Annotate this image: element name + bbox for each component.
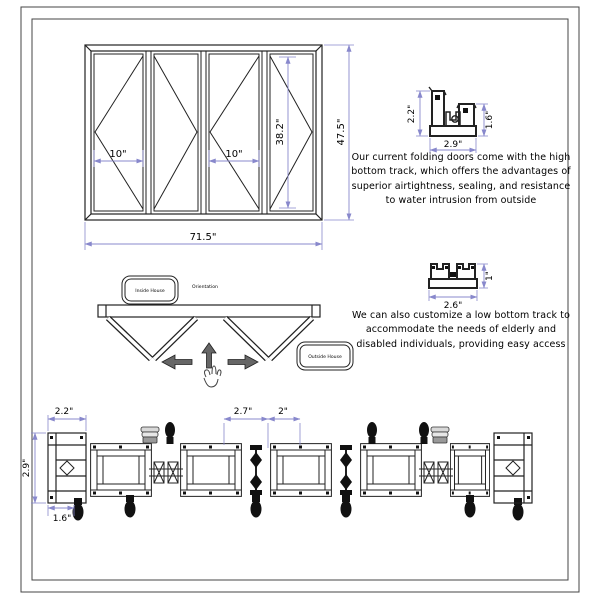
bottom-hinge-icon xyxy=(341,495,352,518)
elevation-panel-1 xyxy=(94,54,143,211)
dim-panel-height: 38.2" xyxy=(275,118,286,146)
svg-text:Inside House: Inside House xyxy=(135,289,165,294)
interlock-connector-1 xyxy=(149,462,183,483)
arrow-right-icon xyxy=(228,355,258,369)
dim-high-track-left: 2.2" xyxy=(407,104,417,124)
page-border-inner xyxy=(32,19,568,580)
dim-interlock: 2" xyxy=(278,407,288,417)
arrow-left-icon xyxy=(162,355,192,369)
section-panel-5 xyxy=(450,444,489,497)
cross-section-left-jamb xyxy=(48,433,86,503)
cross-section-drawing xyxy=(22,407,532,524)
dim-frame-depth: 2.9" xyxy=(22,458,32,478)
outside-house-label xyxy=(297,342,353,370)
section-panel-1 xyxy=(91,444,152,497)
fold-direction-line-1 xyxy=(95,56,143,209)
low-track-drawing xyxy=(429,264,495,311)
high-track-profile xyxy=(429,87,476,136)
dim-stile: 2.7" xyxy=(233,407,253,417)
dim-frame-width: 2.2" xyxy=(54,407,74,417)
elevation-mullions xyxy=(146,51,267,214)
high-track-dimensions xyxy=(407,91,495,153)
cross-section-right-jamb xyxy=(494,433,532,503)
high-track-drawing xyxy=(407,87,495,153)
bottom-hinge-icon xyxy=(465,495,476,518)
plan-track-bar xyxy=(98,305,320,317)
lock-connector-2 xyxy=(340,445,352,495)
dim-panel1-width: 10" xyxy=(109,149,127,160)
dim-low-track-height: 1" xyxy=(485,271,495,281)
section-panel-4 xyxy=(361,444,422,497)
low-track-description: We can also customize a low bottom track to accommodate the needs of elderly and disabled individuals, providing easy access xyxy=(352,310,570,350)
fold-direction-line-3 xyxy=(210,56,259,209)
hand-icon xyxy=(204,366,221,387)
elevation-panel-3 xyxy=(209,54,259,211)
dim-overall-width: 71.5" xyxy=(189,232,217,243)
top-hinge-icon xyxy=(165,422,175,444)
arrow-up-icon xyxy=(202,343,216,368)
handle-clamp-icon xyxy=(431,427,449,443)
dim-low-track-width: 2.6" xyxy=(443,301,463,311)
fold-direction-line-2 xyxy=(154,56,197,209)
top-hinge-icon xyxy=(367,422,377,444)
orientation-label: Orientation xyxy=(192,285,218,290)
bottom-hinge-icon xyxy=(251,495,262,518)
interlock-connector-2 xyxy=(419,462,453,483)
high-track-description: Our current folding doors come with the high bottom track, which offers the advantages of superior airtightness, sealing, and resistance to water intrusion from outside xyxy=(351,152,571,206)
section-panel-3 xyxy=(271,444,332,497)
inside-house-label xyxy=(122,276,178,304)
plan-view xyxy=(98,276,353,387)
dim-panel3-width: 10" xyxy=(225,149,243,160)
handle-clamp-icon xyxy=(141,427,159,443)
bottom-hinge-icon xyxy=(125,495,136,518)
top-hinge-icon xyxy=(419,422,429,444)
elevation-panel-2 xyxy=(154,54,198,211)
page-border-outer xyxy=(21,7,579,592)
dim-high-track-right: 1.6" xyxy=(485,110,495,130)
section-panel-2 xyxy=(181,444,242,497)
dim-sill: 1.6" xyxy=(52,514,72,524)
dim-overall-height: 47.5" xyxy=(336,118,347,146)
svg-text:Outside House: Outside House xyxy=(308,355,342,360)
dim-high-track-width: 2.9" xyxy=(443,140,463,150)
elevation-drawing xyxy=(85,45,354,250)
bottom-hinge-icon xyxy=(513,498,524,521)
lock-connector-1 xyxy=(250,445,262,495)
